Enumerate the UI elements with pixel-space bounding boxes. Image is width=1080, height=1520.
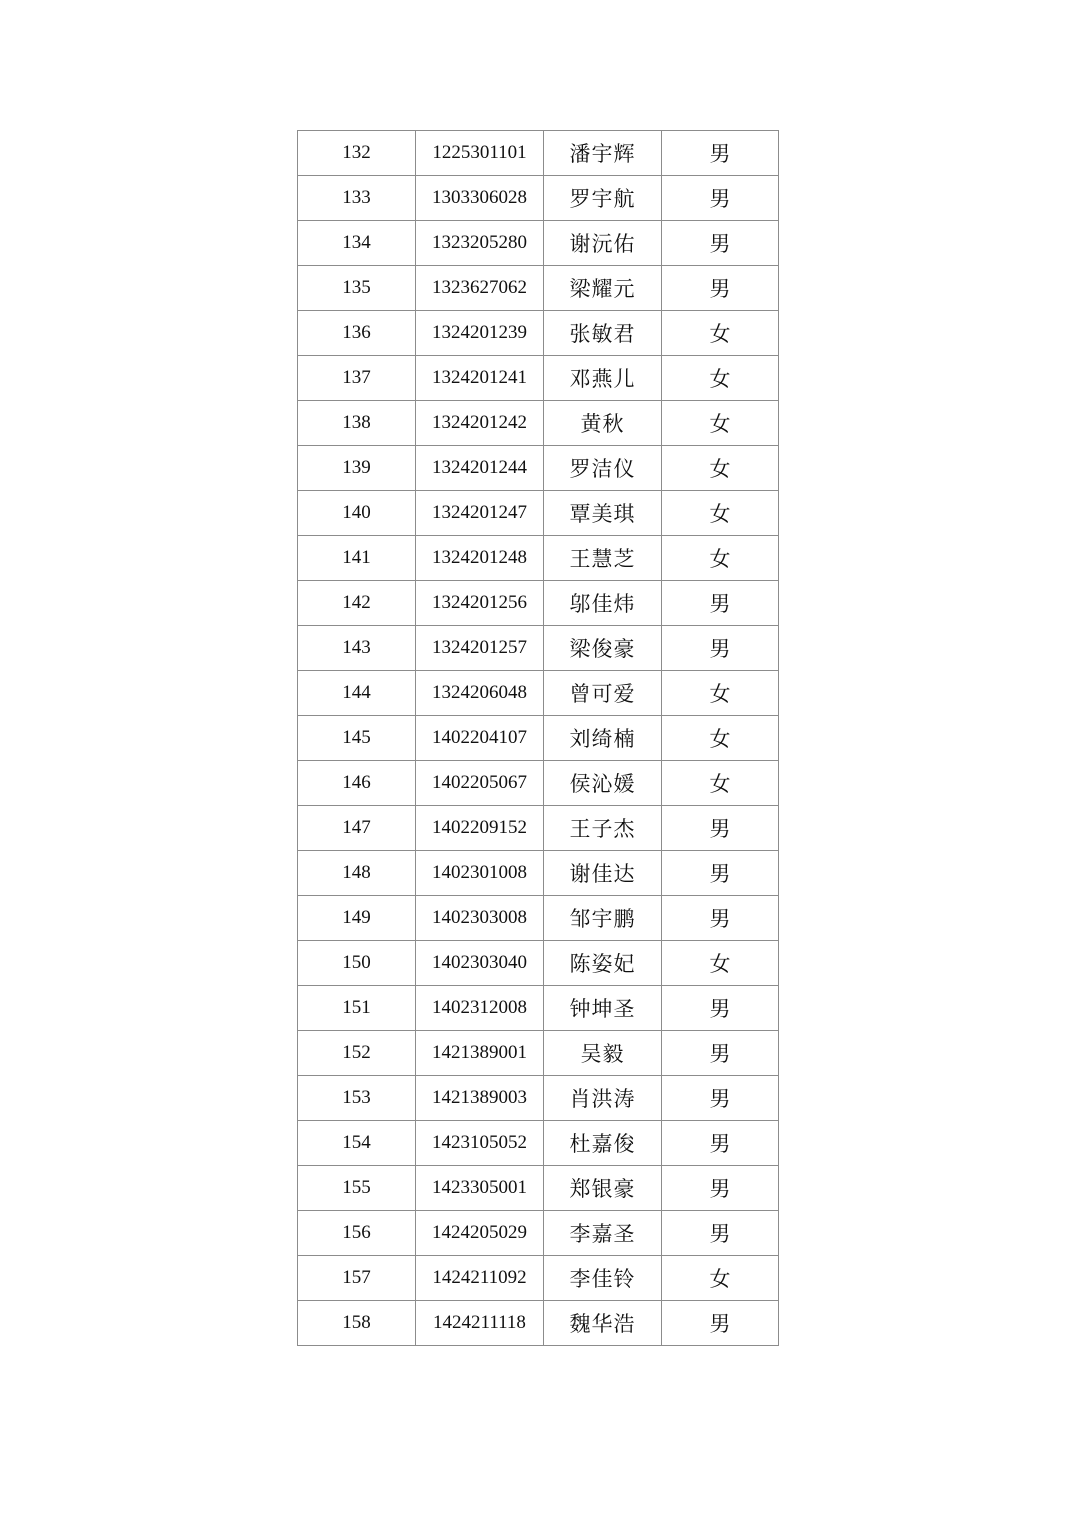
student-name-cell: 魏华浩	[544, 1301, 662, 1346]
student-name-cell: 侯沁媛	[544, 761, 662, 806]
student-id-cell: 1402205067	[416, 761, 544, 806]
student-name-cell: 刘绮楠	[544, 716, 662, 761]
gender-cell: 男	[662, 1121, 779, 1166]
table-row	[298, 1121, 779, 1166]
table-row	[298, 446, 779, 491]
table-row	[298, 1211, 779, 1256]
student-roster-table	[297, 130, 779, 1346]
student-name-cell: 李佳铃	[544, 1256, 662, 1301]
student-name-cell: 张敏君	[544, 311, 662, 356]
table-row	[298, 1031, 779, 1076]
table-row	[298, 266, 779, 311]
student-id-cell: 1324201241	[416, 356, 544, 401]
student-id-cell: 1402209152	[416, 806, 544, 851]
row-number-cell: 132	[298, 131, 416, 176]
table-row	[298, 1301, 779, 1346]
student-name-cell: 覃美琪	[544, 491, 662, 536]
student-id-cell: 1424211118	[416, 1301, 544, 1346]
student-id-cell: 1402204107	[416, 716, 544, 761]
row-number-cell: 152	[298, 1031, 416, 1076]
student-id-cell: 1324201256	[416, 581, 544, 626]
gender-cell: 女	[662, 356, 779, 401]
row-number-cell: 135	[298, 266, 416, 311]
row-number-cell: 144	[298, 671, 416, 716]
gender-cell: 男	[662, 1301, 779, 1346]
student-name-cell: 潘宇辉	[544, 131, 662, 176]
student-id-cell: 1225301101	[416, 131, 544, 176]
row-number-cell: 139	[298, 446, 416, 491]
student-id-cell: 1324201248	[416, 536, 544, 581]
student-name-cell: 邓燕儿	[544, 356, 662, 401]
student-name-cell: 王子杰	[544, 806, 662, 851]
gender-cell: 男	[662, 176, 779, 221]
student-id-cell: 1324201257	[416, 626, 544, 671]
gender-cell: 男	[662, 581, 779, 626]
table-row	[298, 176, 779, 221]
table-row	[298, 401, 779, 446]
student-id-cell: 1402312008	[416, 986, 544, 1031]
table-row	[298, 1256, 779, 1301]
gender-cell: 女	[662, 761, 779, 806]
table-row	[298, 131, 779, 176]
gender-cell: 女	[662, 536, 779, 581]
table-row	[298, 941, 779, 986]
student-name-cell: 谢沅佑	[544, 221, 662, 266]
gender-cell: 女	[662, 401, 779, 446]
row-number-cell: 134	[298, 221, 416, 266]
row-number-cell: 149	[298, 896, 416, 941]
gender-cell: 男	[662, 1031, 779, 1076]
row-number-cell: 155	[298, 1166, 416, 1211]
table-row	[298, 986, 779, 1031]
table-row	[298, 581, 779, 626]
student-id-cell: 1402303008	[416, 896, 544, 941]
student-id-cell: 1323205280	[416, 221, 544, 266]
student-name-cell: 陈姿妃	[544, 941, 662, 986]
student-id-cell: 1303306028	[416, 176, 544, 221]
row-number-cell: 140	[298, 491, 416, 536]
gender-cell: 女	[662, 446, 779, 491]
row-number-cell: 136	[298, 311, 416, 356]
student-id-cell: 1324201244	[416, 446, 544, 491]
student-name-cell: 钟坤圣	[544, 986, 662, 1031]
student-name-cell: 肖洪涛	[544, 1076, 662, 1121]
row-number-cell: 158	[298, 1301, 416, 1346]
student-id-cell: 1423105052	[416, 1121, 544, 1166]
gender-cell: 男	[662, 1166, 779, 1211]
student-name-cell: 杜嘉俊	[544, 1121, 662, 1166]
gender-cell: 男	[662, 1211, 779, 1256]
table-row	[298, 1166, 779, 1211]
gender-cell: 女	[662, 941, 779, 986]
table-row	[298, 716, 779, 761]
row-number-cell: 143	[298, 626, 416, 671]
student-id-cell: 1323627062	[416, 266, 544, 311]
gender-cell: 男	[662, 221, 779, 266]
table-row	[298, 491, 779, 536]
student-id-cell: 1402303040	[416, 941, 544, 986]
gender-cell: 女	[662, 311, 779, 356]
gender-cell: 男	[662, 896, 779, 941]
table-row	[298, 671, 779, 716]
table-row	[298, 221, 779, 266]
gender-cell: 女	[662, 716, 779, 761]
student-id-cell: 1324201239	[416, 311, 544, 356]
student-id-cell: 1324201247	[416, 491, 544, 536]
student-id-cell: 1421389001	[416, 1031, 544, 1076]
table-row	[298, 311, 779, 356]
gender-cell: 女	[662, 1256, 779, 1301]
row-number-cell: 146	[298, 761, 416, 806]
student-name-cell: 郑银豪	[544, 1166, 662, 1211]
gender-cell: 男	[662, 851, 779, 896]
row-number-cell: 154	[298, 1121, 416, 1166]
student-id-cell: 1424205029	[416, 1211, 544, 1256]
student-name-cell: 邬佳炜	[544, 581, 662, 626]
student-name-cell: 王慧芝	[544, 536, 662, 581]
student-name-cell: 罗洁仪	[544, 446, 662, 491]
gender-cell: 男	[662, 131, 779, 176]
student-name-cell: 谢佳达	[544, 851, 662, 896]
student-id-cell: 1402301008	[416, 851, 544, 896]
table-row	[298, 626, 779, 671]
gender-cell: 男	[662, 1076, 779, 1121]
gender-cell: 女	[662, 491, 779, 536]
student-name-cell: 邹宇鹏	[544, 896, 662, 941]
table-row	[298, 1076, 779, 1121]
row-number-cell: 157	[298, 1256, 416, 1301]
row-number-cell: 142	[298, 581, 416, 626]
row-number-cell: 150	[298, 941, 416, 986]
student-id-cell: 1423305001	[416, 1166, 544, 1211]
table-row	[298, 806, 779, 851]
row-number-cell: 141	[298, 536, 416, 581]
gender-cell: 男	[662, 806, 779, 851]
row-number-cell: 153	[298, 1076, 416, 1121]
student-name-cell: 李嘉圣	[544, 1211, 662, 1256]
gender-cell: 男	[662, 986, 779, 1031]
student-name-cell: 曾可爱	[544, 671, 662, 716]
student-id-cell: 1421389003	[416, 1076, 544, 1121]
student-name-cell: 梁耀元	[544, 266, 662, 311]
student-name-cell: 罗宇航	[544, 176, 662, 221]
table-row	[298, 761, 779, 806]
row-number-cell: 145	[298, 716, 416, 761]
table-row	[298, 356, 779, 401]
row-number-cell: 138	[298, 401, 416, 446]
student-name-cell: 梁俊豪	[544, 626, 662, 671]
row-number-cell: 133	[298, 176, 416, 221]
roster-body	[298, 131, 779, 1346]
student-name-cell: 吴毅	[544, 1031, 662, 1076]
row-number-cell: 148	[298, 851, 416, 896]
student-id-cell: 1324206048	[416, 671, 544, 716]
gender-cell: 女	[662, 671, 779, 716]
student-id-cell: 1324201242	[416, 401, 544, 446]
table-row	[298, 896, 779, 941]
gender-cell: 男	[662, 626, 779, 671]
gender-cell: 男	[662, 266, 779, 311]
student-id-cell: 1424211092	[416, 1256, 544, 1301]
student-name-cell: 黄秋	[544, 401, 662, 446]
row-number-cell: 147	[298, 806, 416, 851]
table-row	[298, 536, 779, 581]
row-number-cell: 137	[298, 356, 416, 401]
table-row	[298, 851, 779, 896]
row-number-cell: 151	[298, 986, 416, 1031]
row-number-cell: 156	[298, 1211, 416, 1256]
